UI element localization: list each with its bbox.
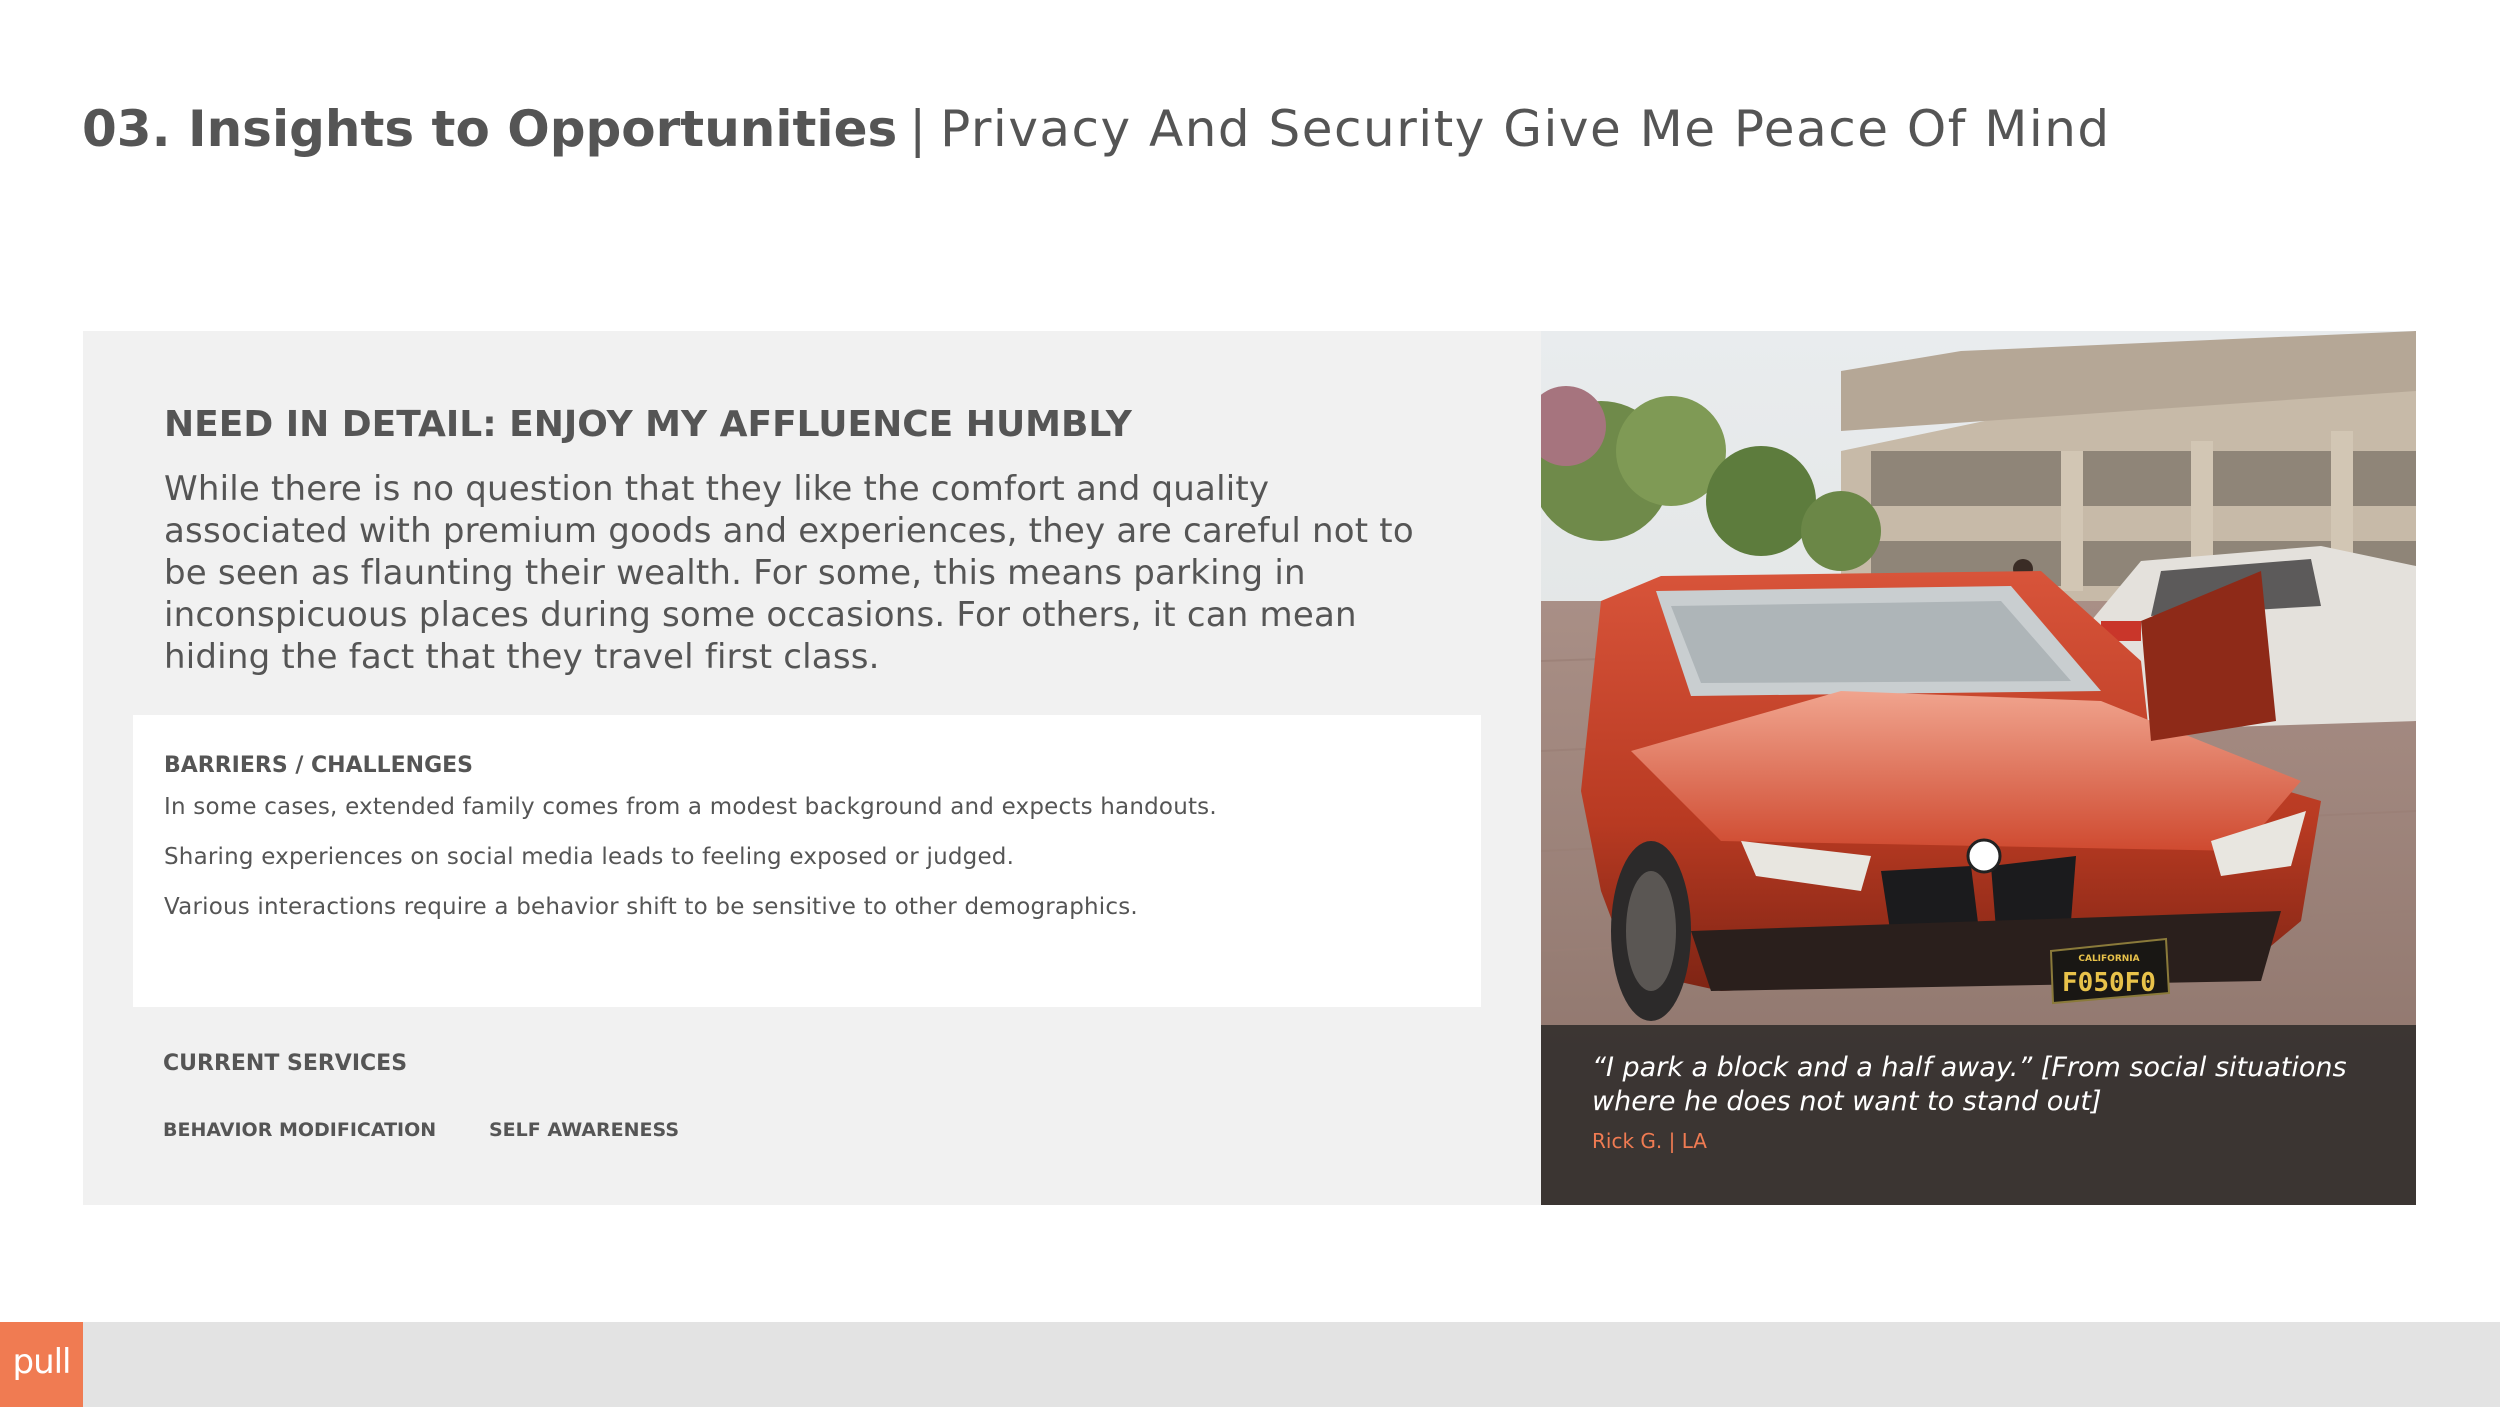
need-body: While there is no question that they like the comfort and quality associated with premium goods and experiences, they are careful not to be seen as flaunting their wealth. For some, this means parking in inconspicuous places during some occasions. For others, it can mean hiding the fact that they travel first class. [164, 469, 1414, 677]
barriers-card [133, 715, 1481, 1007]
logo-text: pull [12, 1342, 71, 1382]
page-subtitle: Privacy And Security Give Me Peace Of Mind [940, 100, 2111, 158]
need-heading: NEED IN DETAIL: ENJOY MY AFFLUENCE HUMBLY [164, 404, 1132, 445]
pull-logo [0, 1322, 83, 1407]
license-plate-number: F050F0 [2062, 968, 2156, 998]
barrier-item: In some cases, extended family comes from a modest background and expects handouts. [164, 794, 1217, 820]
barriers-heading: BARRIERS / CHALLENGES [164, 753, 474, 778]
quote-box [1541, 1025, 2416, 1205]
barrier-item: Various interactions require a behavior shift to be sensitive to other demographics. [164, 894, 1138, 920]
quote-text: “I park a block and a half away.” [From social situations where he does not want to stand out] [1592, 1052, 2347, 1117]
car-photo [1541, 331, 2416, 1205]
barrier-item: Sharing experiences on social media leads to feeling exposed or judged. [164, 844, 1015, 870]
page-title [82, 100, 2111, 158]
service-tag-self-awareness: SELF AWARENESS [489, 1119, 680, 1141]
license-plate-state: CALIFORNIA [2078, 954, 2140, 964]
service-tag-behavior-modification: BEHAVIOR MODIFICATION [163, 1119, 437, 1141]
license-plate [2051, 939, 2169, 1003]
quote-author: Rick G. | LA [1592, 1129, 1707, 1153]
services-heading: CURRENT SERVICES [163, 1051, 408, 1076]
section-title: 03. Insights to Opportunities [82, 100, 898, 158]
title-separator: | [909, 100, 927, 158]
insight-panel [83, 331, 1541, 1205]
footer-bar [0, 1322, 2500, 1407]
